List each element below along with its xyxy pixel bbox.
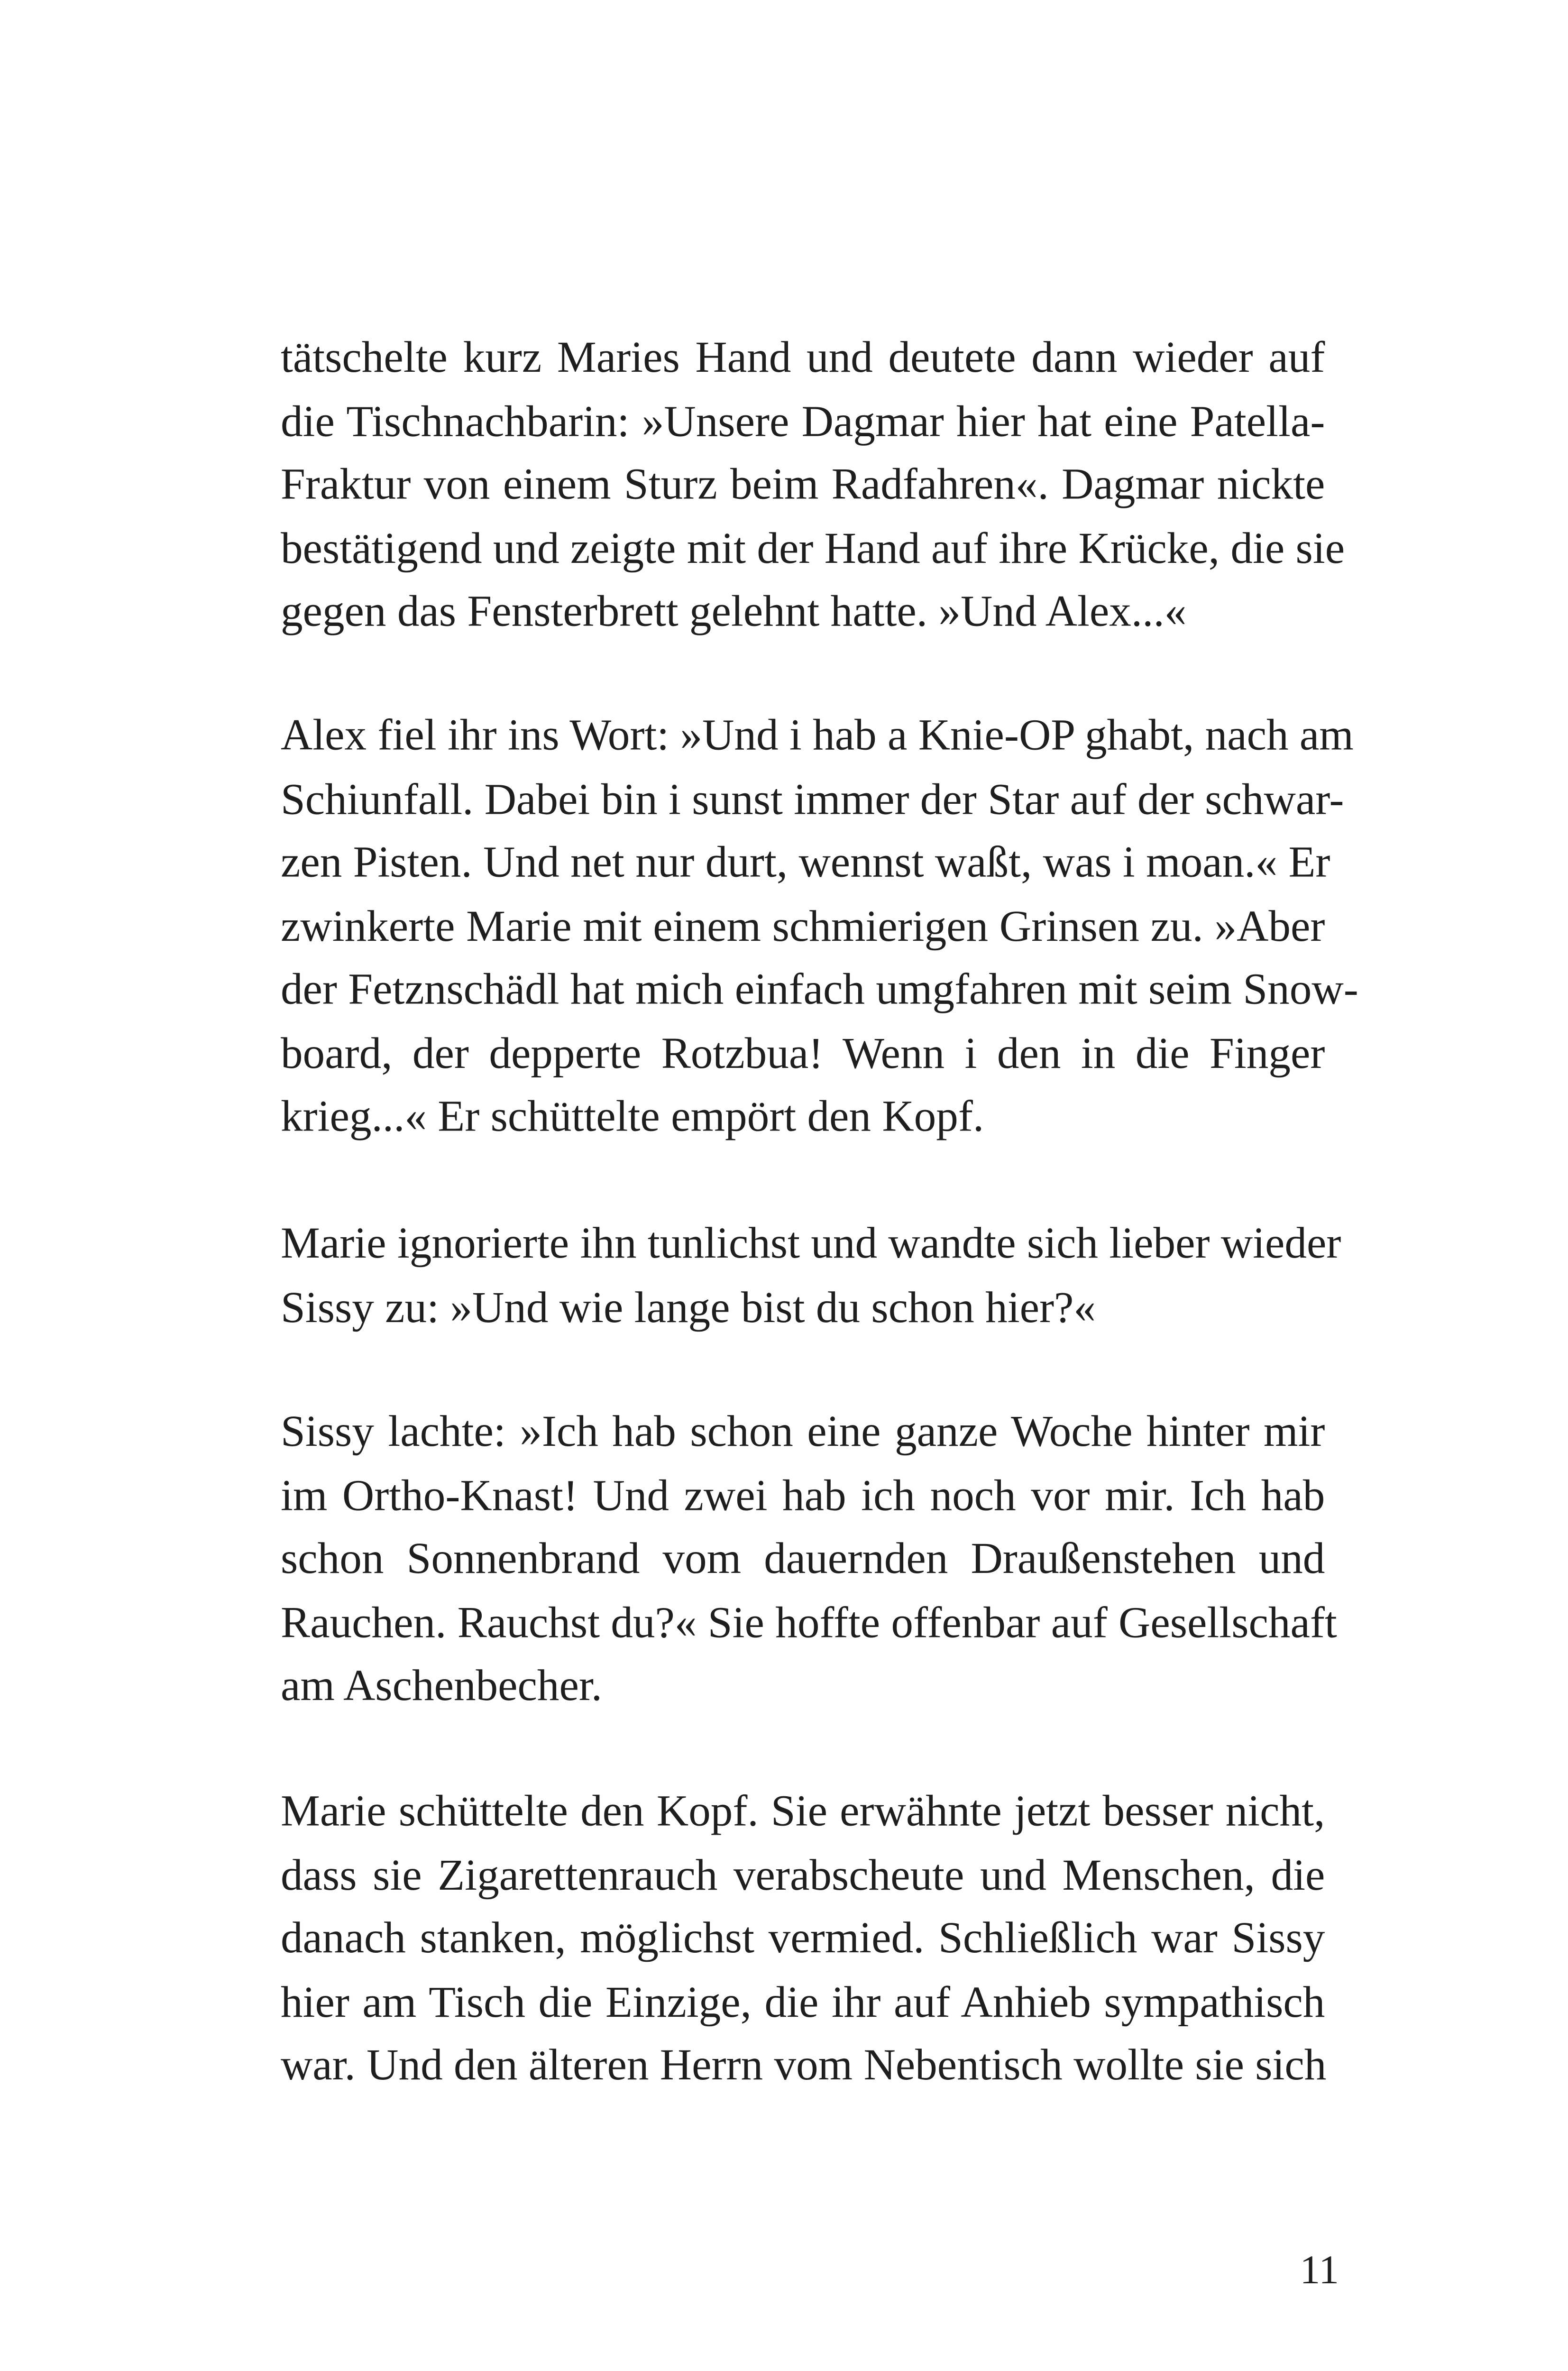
page-number: 11 (1300, 2247, 1339, 2293)
text-line: war. Und den älteren Herrn vom Nebentisch wollte sie sich (280, 2041, 1327, 2091)
paragraph-4 (280, 1402, 1337, 1719)
text-line: am Aschenbecher. (280, 1662, 603, 1711)
text-line: hier am Tisch die Einzige, die ihr auf Anhieb sympathisch (280, 1978, 1325, 2027)
text-line: tätschelte kurz Maries Hand und deutete dann wieder auf (280, 334, 1325, 383)
text-line: im Ortho-Knast! Und zwei hab ich noch vor mir. Ich hab (280, 1471, 1325, 1521)
paragraph-3 (280, 1214, 1341, 1341)
text-line: Fraktur von einem Sturz beim Radfahren«. Dagmar nickte (280, 461, 1325, 510)
text-line: schon Sonnenbrand vom dauernden Draußenstehen und (280, 1535, 1325, 1584)
text-line: zwinkerte Marie mit einem schmierigen Grinsen zu. »Aber (280, 902, 1325, 951)
paragraph-1 (280, 328, 1345, 645)
text-line: Alex fiel ihr ins Wort: »Und i hab a Knie-OP ghabt, nach am (280, 712, 1354, 761)
text-line: die Tischnachbarin: »Unsere Dagmar hier hat eine Patella- (280, 397, 1325, 446)
text-line: Rauchen. Rauchst du?« Sie hoffte offenbar auf Gesellschaft (280, 1599, 1337, 1648)
text-line: zen Pisten. Und net nur durt, wennst waßt, was i moan.« Er (280, 839, 1330, 888)
text-line: danach stanken, möglichst vermied. Schließlich war Sissy (280, 1914, 1325, 1964)
text-line: gegen das Fensterbrett gelehnt hatte. »Und Alex...« (280, 588, 1187, 637)
text-line: Sissy zu: »Und wie lange bist du schon hier?« (280, 1283, 1096, 1333)
text-line: krieg...« Er schüttelte empört den Kopf. (280, 1093, 984, 1142)
text-line: board, der depperte Rotzbua! Wenn i den in die Finger (280, 1029, 1325, 1078)
text-line: bestätigend und zeigte mit der Hand auf ihre Krücke, die sie (280, 524, 1345, 573)
text-line: dass sie Zigarettenrauch verabscheute und Menschen, die (280, 1851, 1325, 1900)
paragraph-5 (281, 1782, 1325, 2099)
text-line: der Fetznschädl hat mich einfach umgfahren mit seim Snow- (280, 966, 1358, 1015)
text-line: Sissy lachte: »Ich hab schon eine ganze Woche hinter mir (280, 1408, 1325, 1457)
text-line: Marie ignorierte ihn tunlichst und wandte sich lieber wieder (280, 1220, 1341, 1269)
text-line: Schiunfall. Dabei bin i sunst immer der Star auf der schwar- (280, 775, 1344, 824)
text-line: Marie schüttelte den Kopf. Sie erwähnte jetzt besser nicht, (280, 1787, 1325, 1837)
paragraph-2 (280, 706, 1358, 1150)
